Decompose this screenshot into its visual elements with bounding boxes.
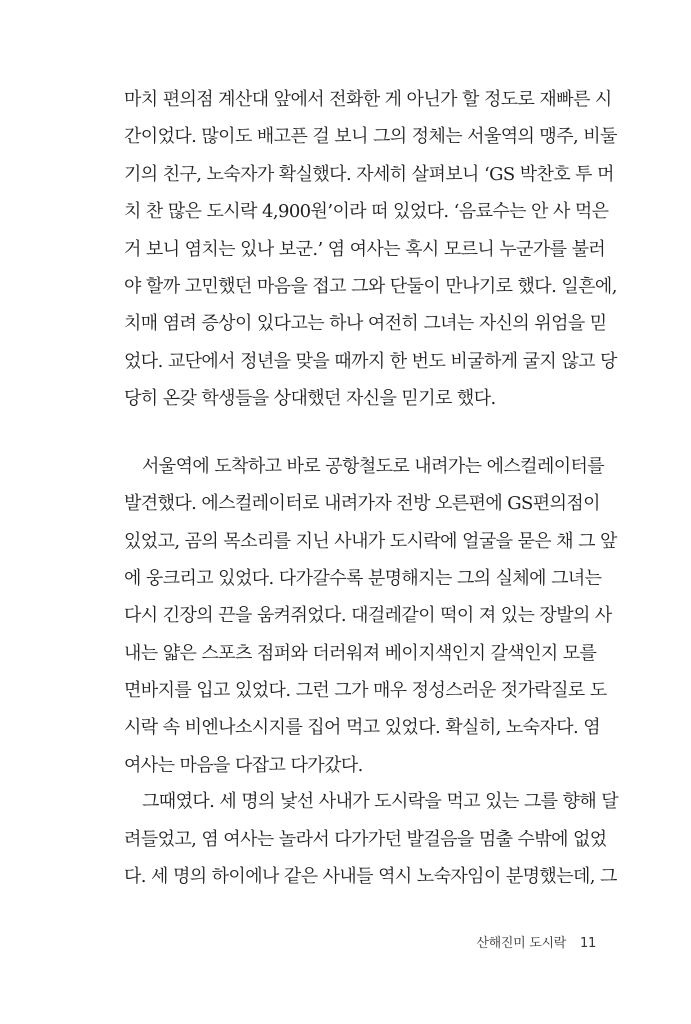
text-line: 기의 친구, 노숙자가 확실했다. 자세히 살펴보니 ‘GS 박찬호 투 머 xyxy=(124,164,614,185)
text-line: 다. 세 명의 하이에나 같은 사내들 역시 노숙자임이 분명했는데, 그 xyxy=(124,866,617,887)
text-line: 발견했다. 에스컬레이터로 내려가자 전방 오른편에 GS편의점이 xyxy=(124,493,600,514)
text-line: 에 웅크리고 있었다. 다가갈수록 분명해지는 그의 실체에 그녀는 xyxy=(124,568,602,589)
text-line: 치매 염려 증상이 있다고는 하나 여전히 그녀는 자신의 위엄을 믿 xyxy=(124,313,607,334)
text-line: 마치 편의점 계산대 앞에서 전화한 게 아닌가 할 정도로 재빠른 시 xyxy=(124,89,612,110)
text-line: 야 할까 고민했던 마음을 접고 그와 단둘이 만나기로 했다. 일흔에, xyxy=(124,276,617,297)
text-line: 있었고, 곰의 목소리를 지닌 사내가 도시락에 얼굴을 묻은 채 그 앞 xyxy=(124,531,617,552)
text-line: 었다. 교단에서 정년을 맞을 때까지 한 번도 비굴하게 굴지 않고 당 xyxy=(124,351,617,372)
text-line: 여사는 마음을 다잡고 다가갔다. xyxy=(124,755,363,776)
running-title: 산해진미 도시락 xyxy=(476,936,567,951)
text-line: 면바지를 입고 있었다. 그런 그가 매우 정성스러운 젓가락질로 도 xyxy=(124,680,607,701)
text-line: 내는 얇은 스포츠 점퍼와 더러워져 베이지색인지 갈색인지 모를 xyxy=(124,643,597,664)
text-line: 다시 긴장의 끈을 움켜쥐었다. 대걸레같이 떡이 져 있는 장발의 사 xyxy=(124,605,612,626)
text-line: 거 보니 염치는 있나 보군.’ 염 여사는 혹시 모르니 누군가를 불러 xyxy=(124,239,606,260)
text-line: 당히 온갖 학생들을 상대했던 자신을 믿기로 했다. xyxy=(124,388,496,409)
text-line: 간이었다. 많이도 배고픈 걸 보니 그의 정체는 서울역의 맹주, 비둘 xyxy=(124,126,617,147)
text-line: 치 찬 많은 도시락 4,900원’이라 떠 있었다. ‘음료수는 안 사 먹은 xyxy=(124,201,609,222)
text-line: 려들었고, 염 여사는 놀라서 다가가던 발걸음을 멈출 수밖에 없었 xyxy=(124,829,607,850)
page-footer xyxy=(476,932,596,951)
text-line: 그때였다. 세 명의 낯선 사내가 도시락을 먹고 있는 그를 향해 달 xyxy=(142,791,619,812)
page-number: 11 xyxy=(580,936,596,951)
text-line: 시락 속 비엔나소시지를 집어 먹고 있었다. 확실히, 노숙자다. 염 xyxy=(124,717,601,738)
text-line: 서울역에 도착하고 바로 공항철도로 내려가는 에스컬레이터를 xyxy=(142,456,605,477)
